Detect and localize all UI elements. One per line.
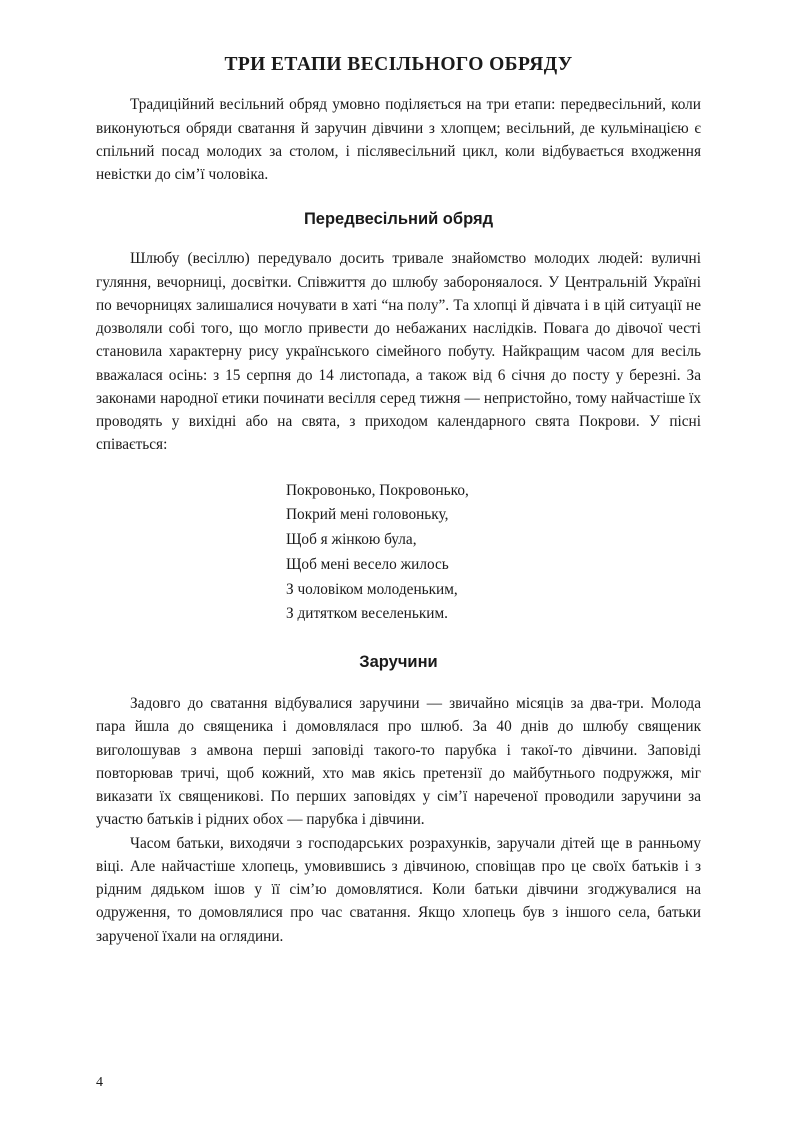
verse-line: Покрий мені головоньку, <box>286 506 449 524</box>
page-title: ТРИ ЕТАПИ ВЕСІЛЬНОГО ОБРЯДУ <box>224 54 573 75</box>
verse-line: Щоб мені весело жилось <box>286 555 449 573</box>
verse-line: З чоловіком молоденьким, <box>286 580 458 598</box>
verse-line: Покровонько, Покровонько, <box>286 481 469 499</box>
section-heading-betrothal: Заручини <box>359 653 438 672</box>
verse-line: З дитятком веселеньким. <box>286 605 448 623</box>
verse-line: Щоб я жінкою була, <box>286 531 417 549</box>
paragraph-betrothal-1: Задовго до сватання відбувалися заручини — звичайно місяців за два-три. Молода пара йшла до священика і домовлялася про шлюб. За 40 днів до шлюбу священик виголошував з амвона перші заповіді такого-то парубка і такої-то дівчини. Заповіді повторював тричі, щоб кожний, хто мав якісь претензії до майбутнього подружжя, міг виказати їх священикові. По перших заповідях у сім’ї нареченої проводили заручини за участю батьків і рідних обох — парубка і дівчини. <box>96 695 701 829</box>
paragraph-betrothal-2: Часом батьки, виходячи з господарських розрахунків, заручали дітей ще в ранньому віці. Але найчастіше хлопець, умовившись з дівчиною, сповіщав про це своїх батьків і з рідним дядьком ішов у її сім’ю домовлятися. Коли батьки дівчини згоджувалися на одруження, то домовлялися про час сватання. Якщо хлопець був з іншого села, батьки зарученої їхали на оглядини. <box>96 834 701 945</box>
verse-block <box>96 479 701 628</box>
section-heading-pre-wedding: Передвесільний обряд <box>303 210 494 229</box>
intro-paragraph: Традиційний весільний обряд умовно поділяється на три етапи: передвесільний, коли виконуються обряди сватання й заручин дівчини з хлопцем; весільний, де кульмінацією є спільний посад молодих за столом, і післявесільний цикл, коли відбувається входження невістки до сім’ї чоловіка. <box>96 96 701 184</box>
paragraph-pre-wedding-1: Шлюбу (весіллю) передувало досить тривале знайомство молодих людей: вуличні гуляння, вечорниці, досвітки. Співжиття до шлюбу забороняалося. У Центральній Україні по вечорницях залишалися ночувати в хаті “на полу”. Та хлопці й дівчата і в цій ситуації не дозволяли собі того, що могло привести до небажаних наслідків. Повага до дівочої честі становила характерну рису українського сімейного побуту. Найкращим часом для весіль вважалася осінь: з 15 серпня до 14 листопада, а також від 6 січня до посту у березні. За законами народної етики починати весілля серед тижня — непристойно, тому найчастіше їх проводять у вихідні або на свята, з приходом календарного свята Покрови. У пісні співається: <box>96 250 701 454</box>
page-number: 4 <box>96 1075 103 1090</box>
